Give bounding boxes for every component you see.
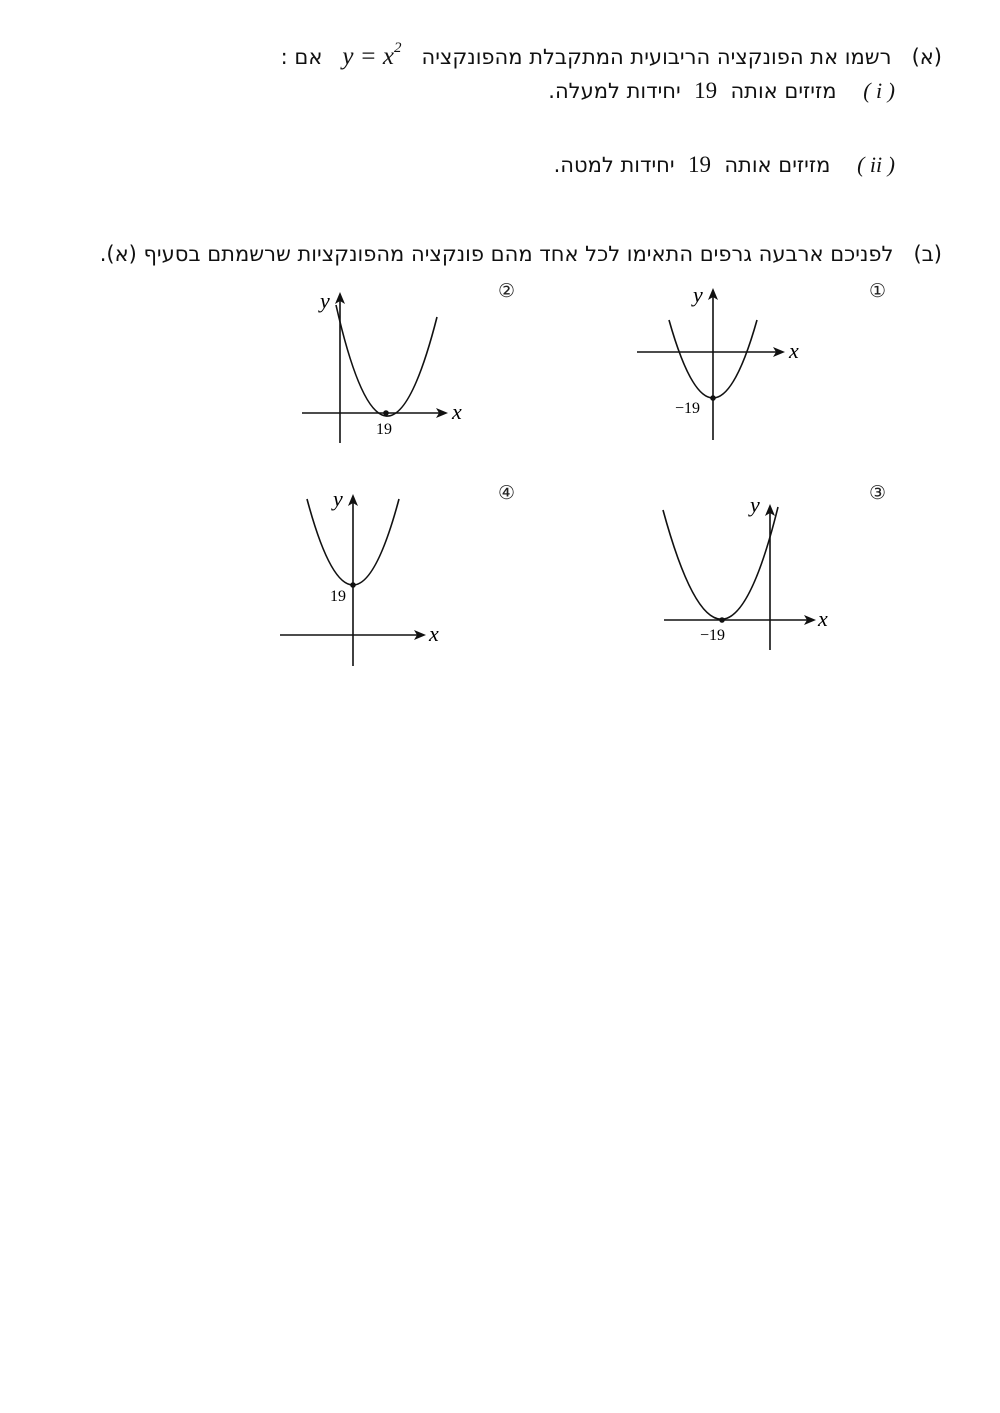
graph-2-number: ② <box>498 280 516 302</box>
item-ii-value: 19 <box>687 152 711 177</box>
graph-2-vertex-label: 19 <box>376 421 392 438</box>
item-ii-line <box>554 151 895 179</box>
item-ii-text-after: יחידות למטה. <box>553 153 675 177</box>
question-a-text: רשמו את הפונקציה הריבועית המתקבלת מהפונקציה <box>421 45 892 69</box>
graph-1-x-label: x <box>789 338 799 363</box>
graph-2-vertex-point <box>383 410 389 416</box>
item-i-value: 19 <box>694 78 718 103</box>
question-a-suffix: אם : <box>280 45 323 69</box>
graph-4-vertex-point <box>350 582 356 588</box>
item-i-line <box>548 77 895 105</box>
graph-4-number: ④ <box>498 482 516 504</box>
graph-2-y-label: y <box>320 288 330 313</box>
item-i-text-before: מזיזים אותה <box>730 79 837 103</box>
graph-3-y-label: y <box>750 492 760 517</box>
graph-2-parabola <box>336 305 437 416</box>
function-expression <box>342 40 402 70</box>
graph-3-vertex-label: −19 <box>700 627 726 644</box>
graph-3 <box>650 490 850 660</box>
graph-4-y-label: y <box>333 486 343 511</box>
graph-1-vertex-label: −19 <box>675 400 701 417</box>
graph-4 <box>270 480 470 670</box>
function-exponent: 2 <box>393 40 402 56</box>
graph-4-vertex-label: 19 <box>330 588 346 605</box>
question-a-label: (א) <box>911 45 942 69</box>
graph-1-number: ① <box>869 280 887 302</box>
item-ii-label: ( ii ) <box>857 152 895 177</box>
graph-3-number: ③ <box>869 482 887 504</box>
question-b-label: (ב) <box>913 242 942 266</box>
item-i-text-after: יחידות למעלה. <box>548 79 681 103</box>
graph-2-x-label: x <box>452 399 462 424</box>
graph-1-y-label: y <box>693 282 703 307</box>
graph-1-vertex-point <box>710 395 716 401</box>
graph-1 <box>625 280 815 450</box>
question-b-line <box>100 240 942 268</box>
question-a-line <box>281 34 942 71</box>
graph-3-parabola <box>663 507 778 619</box>
question-b-text: לפניכם ארבעה גרפים התאימו לכל אחד מהם פונקציה מהפונקציות שרשמתם בסעיף (א). <box>99 242 894 266</box>
graph-2 <box>290 280 480 450</box>
item-i-label: ( i ) <box>863 78 895 103</box>
graph-4-x-label: x <box>429 621 439 646</box>
function-base: y = x <box>342 43 394 70</box>
item-ii-text-before: מזיזים אותה <box>724 153 831 177</box>
graph-3-x-label: x <box>818 606 828 631</box>
graph-3-vertex-point <box>719 617 725 623</box>
